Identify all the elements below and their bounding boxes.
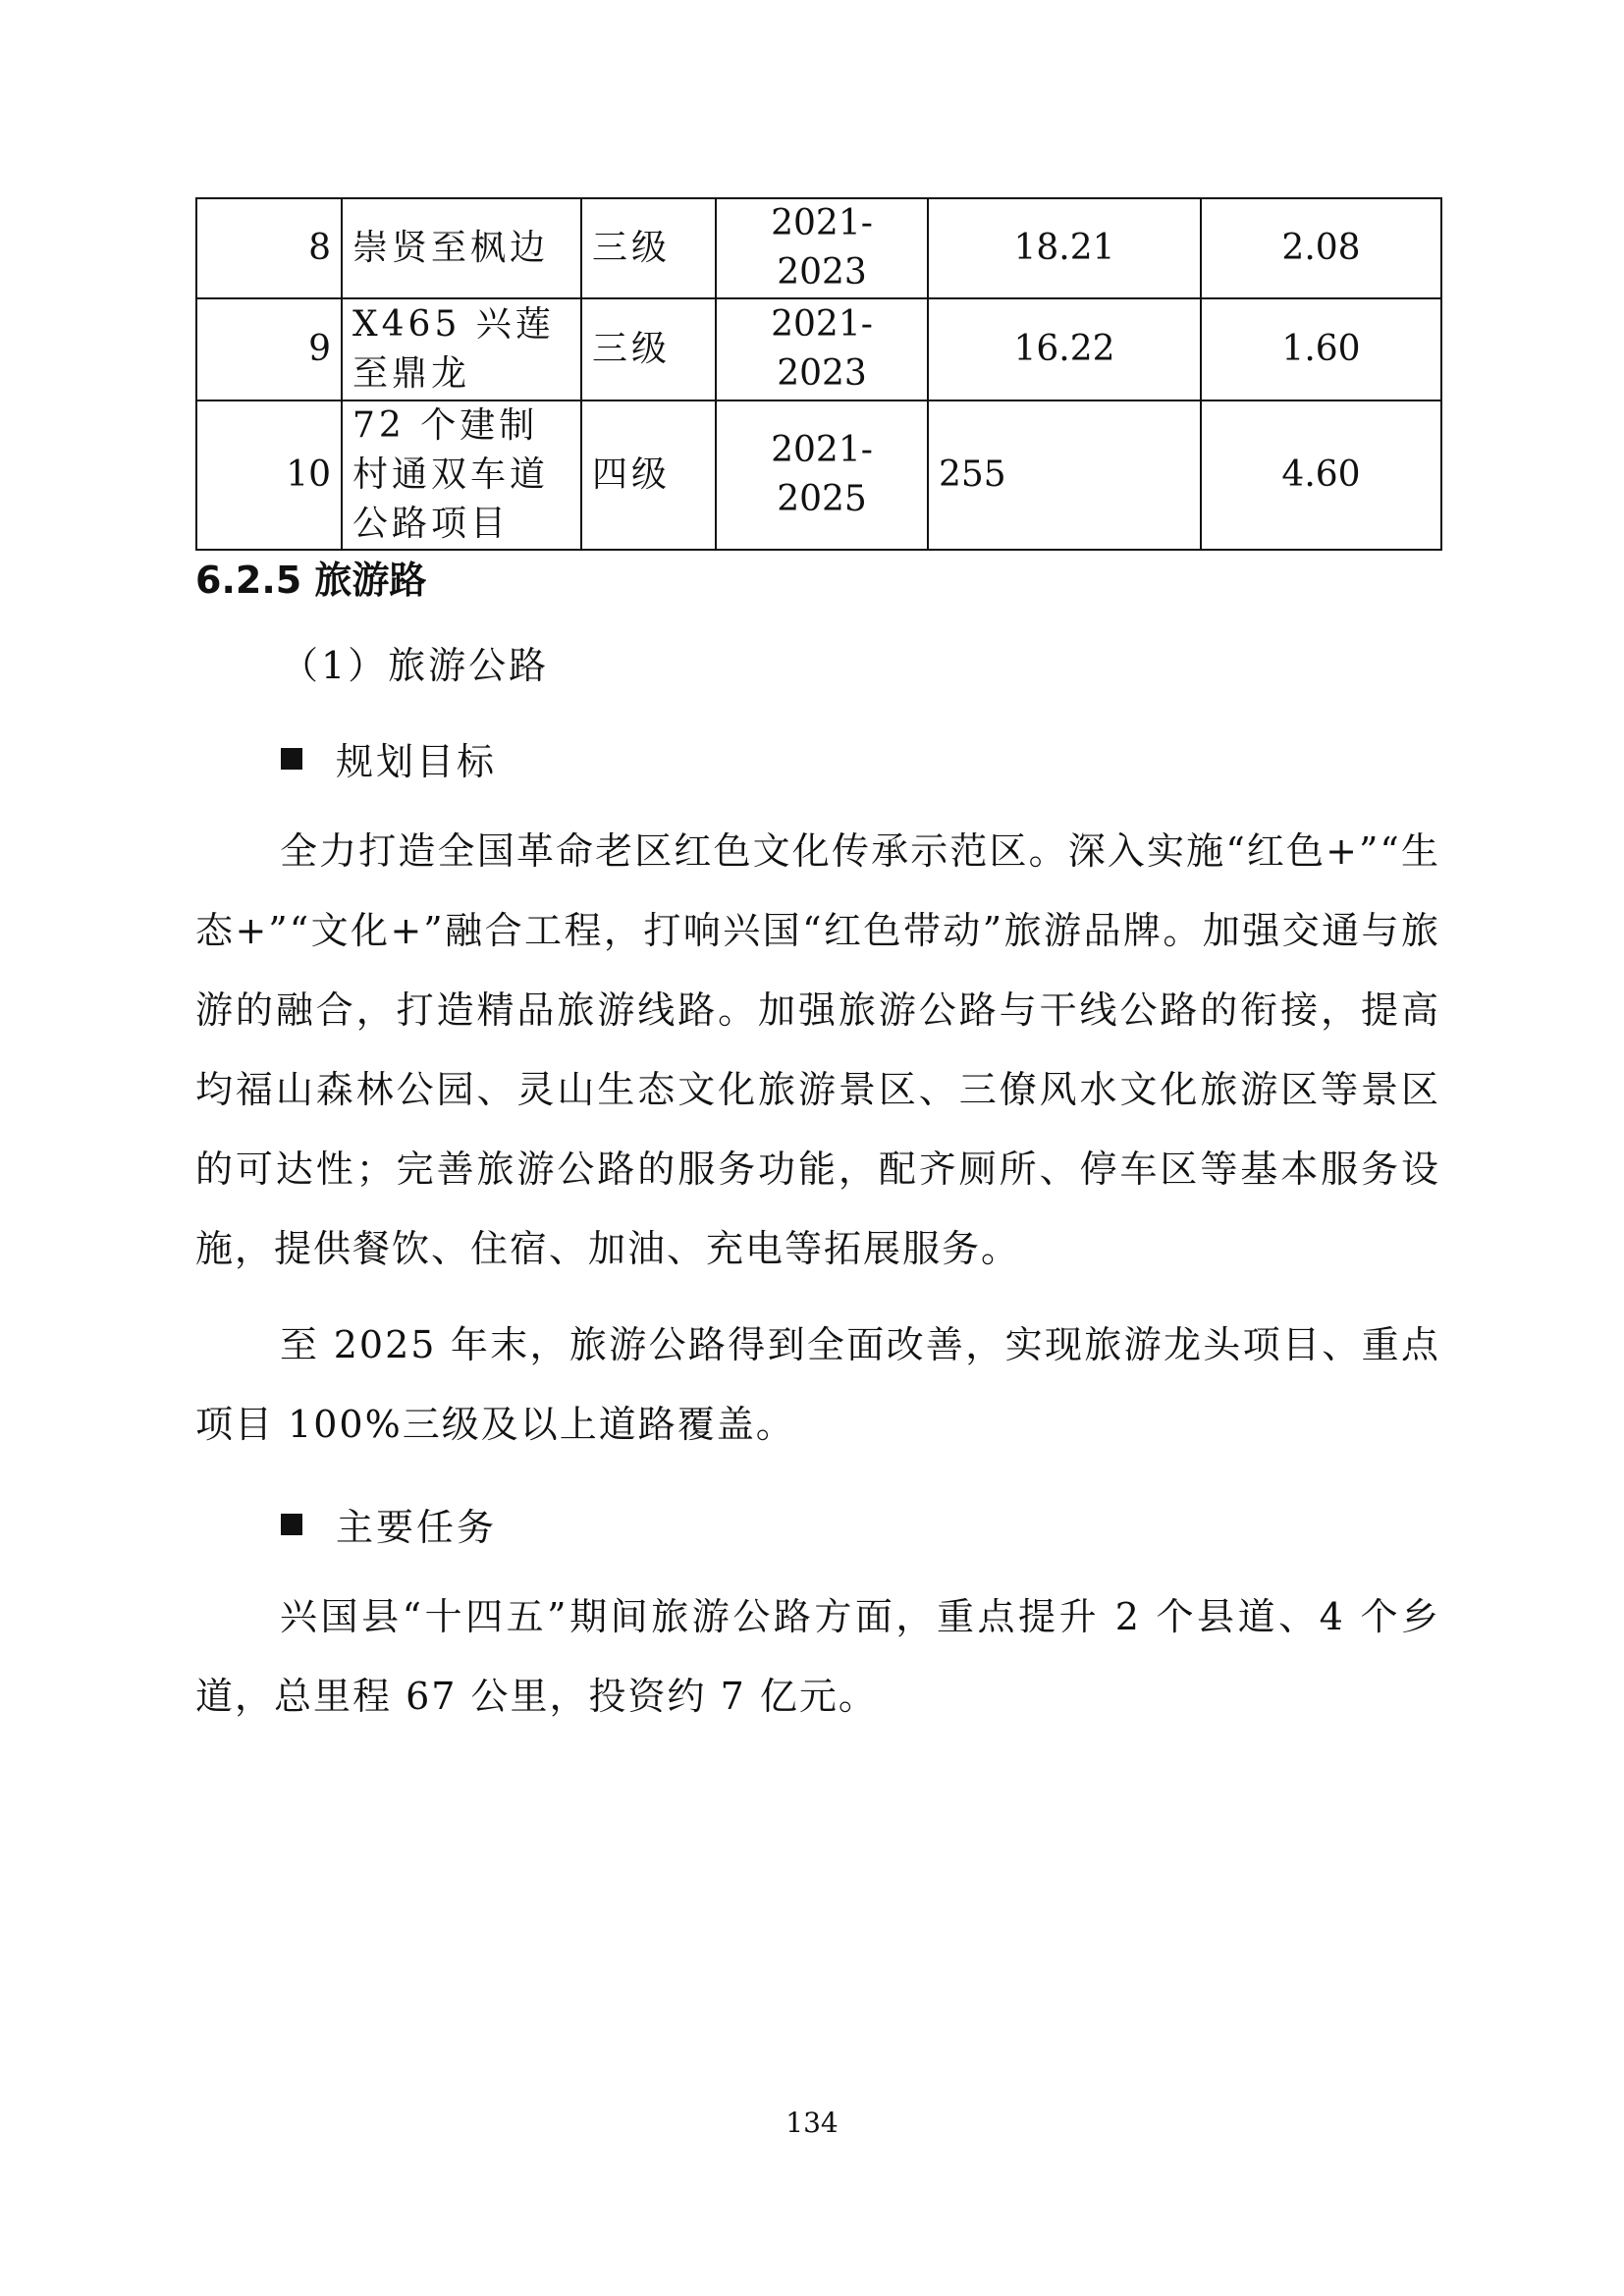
bullet-label: 主要任务 — [336, 1506, 498, 1549]
cell-period: 2021-2023 — [716, 198, 928, 298]
cell-no: 8 — [196, 198, 342, 298]
cell-investment: 4.60 — [1201, 400, 1441, 550]
bullet-label: 规划目标 — [336, 740, 498, 783]
cell-grade: 三级 — [581, 298, 716, 400]
section-heading: 6.2.5 旅游路 — [195, 559, 427, 602]
page-number: 134 — [785, 2107, 839, 2139]
cell-no: 10 — [196, 400, 342, 550]
cell-investment: 1.60 — [1201, 298, 1441, 400]
project-table — [195, 197, 1442, 551]
cell-period: 2021-2025 — [716, 400, 928, 550]
cell-grade: 三级 — [581, 198, 716, 298]
cell-investment: 2.08 — [1201, 198, 1441, 298]
paragraph: 兴国县“十四五”期间旅游公路方面，重点提升 2 个县道、4 个乡道，总里程 67 公里，投资约 7 亿元。 — [195, 1595, 1440, 1718]
cell-no: 9 — [196, 298, 342, 400]
square-bullet-icon — [281, 1514, 302, 1535]
cell-length: 16.22 — [928, 298, 1201, 400]
cell-grade: 四级 — [581, 400, 716, 550]
square-bullet-icon — [281, 748, 302, 770]
paragraph: 至 2025 年末，旅游公路得到全面改善，实现旅游龙头项目、重点项目 100%三级及以上道路覆盖。 — [195, 1323, 1440, 1446]
subsection-heading: （1）旅游公路 — [281, 644, 550, 687]
paragraph: 全力打造全国革命老区红色文化传承示范区。深入实施“红色+”“生态+”“文化+”融合工程，打响兴国“红色带动”旅游品牌。加强交通与旅游的融合，打造精品旅游线路。加强旅游公路与干线公路的衔接，提高均福山森林公园、灵山生态文化旅游景区、三僚风水文化旅游区等景区的可达性；完善旅游公路的服务功能，配齐厕所、停车区等基本服务设施，提供餐饮、住宿、加油、充电等拓展服务。 — [195, 829, 1440, 1270]
cell-name: 72 个建制村通双车道公路项目 — [342, 400, 581, 550]
cell-name: 崇贤至枫边 — [342, 198, 581, 298]
cell-length: 255 — [928, 400, 1201, 550]
cell-name: X465 兴莲至鼎龙 — [342, 298, 581, 400]
table-row — [196, 198, 1441, 298]
cell-period: 2021-2023 — [716, 298, 928, 400]
table-row — [196, 400, 1441, 550]
table-row — [196, 298, 1441, 400]
bullet-main-tasks — [281, 1497, 497, 1551]
bullet-planning-goal — [281, 731, 497, 785]
cell-length: 18.21 — [928, 198, 1201, 298]
